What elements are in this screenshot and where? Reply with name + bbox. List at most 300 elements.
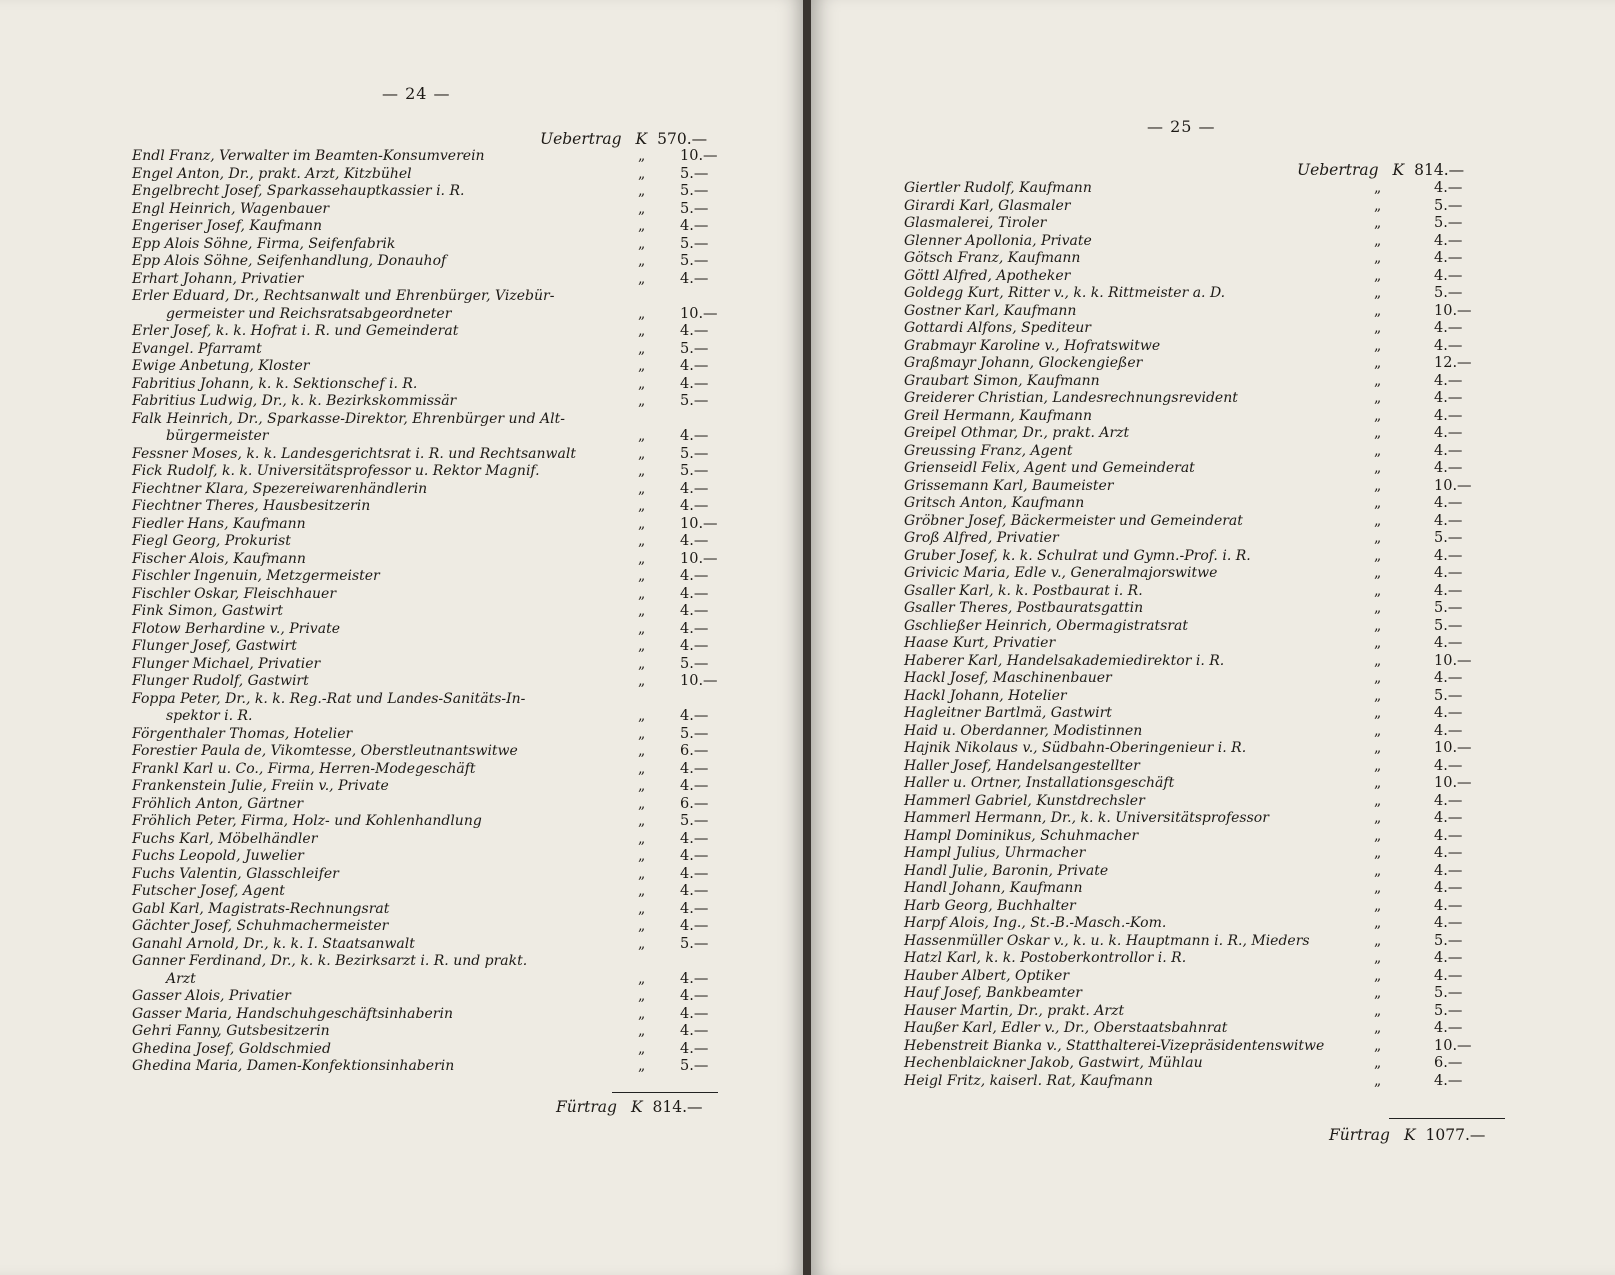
list-item (904, 548, 1512, 566)
list-item (132, 201, 722, 219)
donor-name (132, 516, 587, 534)
donation-amount: 4.— (680, 585, 709, 602)
donor-name-line: Epp Alois Söhne, Firma, Seifenfabrik (132, 235, 396, 252)
donation-amount: 10.— (1434, 775, 1472, 791)
ditto-mark: „ (638, 445, 646, 462)
ditto-mark: „ (1374, 565, 1382, 581)
donor-name (904, 530, 1359, 548)
list-item (904, 845, 1512, 863)
donor-name-line: Hackl Josef, Maschinenbauer (904, 670, 1112, 686)
ditto-mark: „ (1374, 617, 1382, 634)
donation-amount: 4.— (680, 1005, 709, 1022)
donation-amount: 10.— (1434, 302, 1472, 319)
donor-name-line: Flunger Josef, Gastwirt (132, 638, 297, 654)
donor-name (904, 898, 1359, 916)
ditto-mark: „ (1374, 250, 1382, 266)
donor-name-line: Fiegl Georg, Prokurist (132, 533, 291, 549)
ditto-mark: „ (638, 830, 646, 847)
ditto-mark: „ (638, 305, 646, 322)
donor-name-line: Fink Simon, Gastwirt (132, 603, 283, 619)
list-item (904, 810, 1512, 828)
donor-name-line: Greussing Franz, Agent (904, 442, 1073, 459)
ditto-mark: „ (638, 323, 646, 339)
donor-name (132, 936, 587, 954)
donor-name-line: Fuchs Leopold, Juwelier (132, 848, 304, 864)
donor-name (132, 271, 587, 289)
donor-name (904, 1073, 1359, 1091)
donor-name-continuation: Arzt (166, 970, 196, 987)
list-item (132, 743, 722, 761)
list-item (132, 656, 722, 674)
list-item (904, 915, 1512, 933)
donor-name (904, 198, 1359, 216)
donor-name (132, 831, 587, 849)
donor-name (904, 670, 1359, 688)
list-item (132, 1006, 722, 1024)
donor-name-line: Handl Julie, Baronin, Private (904, 862, 1109, 879)
donation-amount: 4.— (1434, 810, 1463, 826)
list-item (132, 218, 722, 236)
donation-amount: 5.— (680, 445, 709, 462)
donation-amount: 4.— (1434, 425, 1463, 441)
donor-name-line: Fabritius Ludwig, Dr., k. k. Bezirkskommissär (132, 393, 457, 409)
ditto-mark: „ (1374, 407, 1382, 424)
ditto-mark: „ (638, 498, 646, 514)
carry-in-line (1297, 161, 1464, 179)
ditto-mark: „ (638, 533, 646, 549)
donor-name-line: Fuchs Karl, Möbelhändler (132, 830, 318, 847)
ditto-mark: „ (638, 1023, 646, 1039)
list-item (132, 148, 722, 166)
donor-name (132, 813, 587, 831)
list-item (132, 1023, 722, 1041)
ditto-mark: „ (638, 235, 646, 252)
ditto-mark: „ (1374, 792, 1382, 809)
ditto-mark: „ (638, 918, 646, 934)
list-item (132, 1058, 722, 1076)
donor-name-line: Gröbner Josef, Bäckermeister und Gemeinderat (904, 512, 1243, 529)
donation-amount: 5.— (680, 935, 709, 952)
donor-name (132, 253, 587, 271)
ditto-mark: „ (1374, 495, 1382, 511)
carry-in-label: Uebertrag (540, 130, 622, 148)
ditto-mark: „ (638, 988, 646, 1004)
list-item (132, 516, 722, 534)
list-item (904, 898, 1512, 916)
list-item (904, 250, 1512, 268)
donor-name (132, 621, 587, 639)
donor-name-line: Ewige Anbetung, Kloster (132, 358, 310, 374)
ditto-mark: „ (1374, 827, 1382, 844)
donor-name-line: Grissemann Karl, Baumeister (904, 477, 1114, 494)
donor-name (132, 393, 587, 411)
donation-amount: 6.— (680, 795, 709, 812)
ditto-mark: „ (1374, 337, 1382, 354)
donation-amount: 4.— (680, 1040, 709, 1057)
ditto-mark: „ (638, 848, 646, 864)
donor-name-line: Fischler Ingenuin, Metzgermeister (132, 568, 380, 584)
list-item (904, 460, 1512, 478)
donation-amount: 5.— (680, 813, 709, 829)
donation-amount: 10.— (1434, 1037, 1472, 1054)
ditto-mark: „ (1374, 1002, 1382, 1019)
donation-amount: 5.— (680, 655, 709, 672)
donor-name-line: Fröhlich Anton, Gärtner (132, 795, 304, 812)
list-item (904, 303, 1512, 321)
donation-amount: 4.— (680, 883, 709, 899)
donation-amount: 5.— (680, 200, 709, 217)
donor-name-line: Gabl Karl, Magistrats-Rechnungsrat (132, 900, 390, 917)
list-item (904, 880, 1512, 898)
currency-k: K (1403, 1126, 1416, 1144)
sum-rule (1389, 1118, 1505, 1119)
list-item (904, 320, 1512, 338)
donation-amount: 4.— (1434, 180, 1463, 196)
donor-name (904, 758, 1359, 776)
donor-name-line: Futscher Josef, Agent (132, 883, 285, 899)
list-item (904, 985, 1512, 1003)
donor-name (132, 743, 587, 761)
list-item (904, 390, 1512, 408)
ditto-mark: „ (1374, 950, 1382, 966)
donation-amount: 4.— (1434, 845, 1463, 861)
list-item (904, 373, 1512, 391)
ditto-mark: „ (1374, 1055, 1382, 1071)
donor-name (904, 740, 1359, 758)
donor-name (132, 1058, 587, 1076)
currency-k: K (635, 130, 648, 148)
donation-amount: 10.— (680, 550, 718, 567)
donation-amount: 5.— (680, 165, 709, 182)
list-item (904, 688, 1512, 706)
ditto-mark: „ (1374, 810, 1382, 826)
list-item (904, 705, 1512, 723)
ditto-mark: „ (1374, 915, 1382, 931)
carry-in-label: Uebertrag (1297, 161, 1379, 179)
donor-name (132, 918, 587, 936)
list-item (904, 513, 1512, 531)
donation-amount: 10.— (1434, 740, 1472, 756)
donor-name (132, 586, 587, 604)
list-item (132, 166, 722, 184)
ditto-mark: „ (1374, 862, 1382, 879)
list-item (904, 565, 1512, 583)
donor-name (132, 568, 587, 586)
donor-name (132, 166, 587, 184)
donor-name (904, 618, 1359, 636)
donor-name-line: Foppa Peter, Dr., k. k. Reg.-Rat und Landes-Sanitäts-In- (132, 690, 526, 707)
donor-name-line: Gächter Josef, Schuhmachermeister (132, 918, 389, 934)
donation-amount: 10.— (680, 148, 718, 164)
donor-name (132, 656, 587, 674)
donor-name-line: Grienseidl Felix, Agent und Gemeinderat (904, 460, 1195, 476)
donation-amount: 4.— (680, 620, 709, 637)
ditto-mark: „ (638, 778, 646, 794)
donation-amount: 4.— (680, 918, 709, 934)
ditto-mark: „ (638, 1058, 646, 1074)
list-item (904, 495, 1512, 513)
donor-name-line: Fröhlich Peter, Firma, Holz- und Kohlenhandlung (132, 813, 482, 829)
donation-amount: 4.— (1434, 442, 1463, 459)
list-item (904, 408, 1512, 426)
carry-in-amount: 814.— (1414, 161, 1465, 179)
list-item (904, 285, 1512, 303)
list-item (904, 1055, 1512, 1073)
donation-amount: 10.— (680, 305, 718, 322)
donation-amount: 4.— (1434, 512, 1463, 529)
ditto-mark: „ (1374, 512, 1382, 529)
list-item (132, 586, 722, 604)
carry-out-label: Fürtrag (556, 1098, 617, 1116)
donation-amount: 4.— (680, 778, 709, 794)
donor-name (904, 215, 1359, 233)
list-item (132, 691, 722, 726)
donor-name (132, 673, 587, 691)
ditto-mark: „ (638, 358, 646, 374)
ditto-mark: „ (1374, 775, 1382, 791)
donation-amount: 5.— (1434, 530, 1463, 546)
list-item (132, 901, 722, 919)
donation-amount: 10.— (1434, 652, 1472, 669)
ditto-mark: „ (1374, 197, 1382, 214)
donor-name (904, 933, 1359, 951)
ditto-mark: „ (638, 515, 646, 532)
donor-name (132, 638, 587, 656)
donation-amount: 4.— (680, 900, 709, 917)
donor-name-line: Hechenblaickner Jakob, Gastwirt, Mühlau (904, 1055, 1203, 1071)
list-item (132, 796, 722, 814)
donor-name (132, 201, 587, 219)
donation-amount: 10.— (680, 673, 718, 689)
donation-amount: 5.— (1434, 285, 1463, 301)
list-item (132, 253, 722, 271)
donor-name (132, 988, 587, 1006)
donor-name-line: Heigl Fritz, kaiserl. Rat, Kaufmann (904, 1072, 1153, 1089)
donor-name (904, 425, 1359, 443)
donor-name (132, 953, 587, 988)
ditto-mark: „ (1374, 845, 1382, 861)
ditto-mark: „ (638, 270, 646, 287)
donor-name-line: Hauf Josef, Bankbeamter (904, 985, 1082, 1001)
ditto-mark: „ (638, 900, 646, 917)
list-item (904, 828, 1512, 846)
ditto-mark: „ (1374, 530, 1382, 546)
ditto-mark: „ (1374, 320, 1382, 336)
donor-name-line: Fischer Alois, Kaufmann (132, 550, 306, 567)
donor-name-line: Ganner Ferdinand, Dr., k. k. Bezirksarzt i. R. und prakt. (132, 953, 528, 969)
ditto-mark: „ (638, 970, 646, 987)
carry-out-line (556, 1098, 703, 1116)
donor-name-line: Fuchs Valentin, Glasschleifer (132, 865, 339, 882)
donation-amount: 4.— (680, 988, 709, 1004)
donor-name (904, 635, 1359, 653)
carry-out-amount: 1077.— (1425, 1126, 1486, 1144)
donation-amount: 5.— (680, 253, 709, 269)
donor-name-line: Fick Rudolf, k. k. Universitätsprofessor u. Rektor Magnif. (132, 463, 540, 479)
donation-amount: 4.— (680, 568, 709, 584)
donor-name (904, 775, 1359, 793)
donor-name (904, 863, 1359, 881)
donor-name-line: Hampl Julius, Uhrmacher (904, 845, 1086, 861)
list-item (904, 478, 1512, 496)
ditto-mark: „ (1374, 722, 1382, 739)
donor-name (132, 761, 587, 779)
carry-out-label: Fürtrag (1329, 1126, 1390, 1144)
donor-name-line: Falk Heinrich, Dr., Sparkasse-Direktor, Ehrenbürger und Alt- (132, 410, 565, 427)
ditto-mark: „ (1374, 232, 1382, 249)
donor-name-line: Grabmayr Karoline v., Hofratswitwe (904, 337, 1161, 354)
donor-name-line: Gschließer Heinrich, Obermagistratsrat (904, 617, 1188, 634)
donation-amount: 4.— (680, 760, 709, 777)
donation-amount: 4.— (1434, 582, 1463, 599)
donation-amount: 6.— (680, 743, 709, 759)
donor-name (904, 443, 1359, 461)
donor-name (132, 341, 587, 359)
list-item (904, 723, 1512, 741)
list-item (904, 233, 1512, 251)
donor-name (132, 866, 587, 884)
list-item (132, 988, 722, 1006)
donor-name-line: Haberer Karl, Handelsakademiedirektor i. R. (904, 652, 1225, 669)
donor-name-line: Gsaller Theres, Postbauratsgattin (904, 600, 1144, 616)
donor-name (904, 285, 1359, 303)
donor-name (132, 1041, 587, 1059)
donor-name-line: Grivicic Maria, Edle v., Generalmajorswitwe (904, 565, 1218, 581)
ditto-mark: „ (1374, 477, 1382, 494)
donor-name (904, 513, 1359, 531)
donor-name (904, 1055, 1359, 1073)
ditto-mark: „ (1374, 582, 1382, 599)
donation-amount: 4.— (680, 323, 709, 339)
donor-name (904, 338, 1359, 356)
donor-name-line: Graubart Simon, Kaufmann (904, 372, 1100, 389)
donation-amount: 4.— (1434, 792, 1463, 809)
currency-k: K (1392, 161, 1405, 179)
donor-name (904, 1003, 1359, 1021)
donor-name (132, 691, 587, 726)
donor-name-line: Fiedler Hans, Kaufmann (132, 515, 306, 532)
donor-name-line: Erler Eduard, Dr., Rechtsanwalt und Ehrenbürger, Vizebür- (132, 288, 555, 304)
donor-name (904, 303, 1359, 321)
donor-name-line: Hauser Martin, Dr., prakt. Arzt (904, 1002, 1125, 1019)
donor-name-line: Erler Josef, k. k. Hofrat i. R. und Gemeinderat (132, 323, 459, 339)
donor-name (904, 1020, 1359, 1038)
list-item (904, 793, 1512, 811)
donation-amount: 4.— (680, 270, 709, 287)
donor-name-continuation: germeister und Reichsratsabgeordneter (166, 305, 452, 322)
donation-amount: 10.— (680, 515, 718, 532)
ditto-mark: „ (638, 795, 646, 812)
donor-name-line: Evangel. Pfarramt (132, 340, 262, 357)
donor-name (132, 148, 587, 166)
donor-name (132, 603, 587, 621)
list-item (132, 376, 722, 394)
donor-name-line: Goldegg Kurt, Ritter v., k. k. Rittmeister a. D. (904, 285, 1226, 301)
donor-name (904, 373, 1359, 391)
donor-name-line: Fiechtner Theres, Hausbesitzerin (132, 498, 371, 514)
carry-in-line (540, 130, 707, 148)
donation-amount: 4.— (1434, 372, 1463, 389)
ditto-mark: „ (1374, 390, 1382, 406)
donor-name (904, 478, 1359, 496)
ditto-mark: „ (1374, 967, 1382, 984)
donation-amount: 5.— (680, 235, 709, 252)
donor-name (904, 950, 1359, 968)
donor-name (904, 985, 1359, 1003)
ditto-mark: „ (638, 883, 646, 899)
donation-amount: 5.— (1434, 932, 1463, 949)
donor-name (132, 848, 587, 866)
donor-name-line: Greiderer Christian, Landesrechnungsrevident (904, 390, 1238, 406)
donor-name (132, 463, 587, 481)
donor-name (904, 408, 1359, 426)
donor-name (904, 653, 1359, 671)
list-item (904, 268, 1512, 286)
ditto-mark: „ (638, 620, 646, 637)
list-item (132, 761, 722, 779)
ditto-mark: „ (638, 550, 646, 567)
donation-amount: 4.— (680, 1023, 709, 1039)
donor-name-line: Greil Hermann, Kaufmann (904, 407, 1092, 424)
donation-amount: 4.— (680, 865, 709, 882)
ditto-mark: „ (1374, 547, 1382, 564)
donor-name (904, 180, 1359, 198)
donation-amount: 4.— (1434, 547, 1463, 564)
list-item (132, 603, 722, 621)
donor-name (132, 288, 587, 323)
list-item (904, 198, 1512, 216)
donor-name-line: Engelbrecht Josef, Sparkassehauptkassier i. R. (132, 183, 465, 199)
list-item (904, 670, 1512, 688)
list-item (132, 726, 722, 744)
donor-name-line: Epp Alois Söhne, Seifenhandlung, Donauhof (132, 253, 447, 269)
donor-name-line: Hassenmüller Oskar v., k. u. k. Hauptmann i. R., Mieders (904, 932, 1310, 949)
donor-name-line: Hebenstreit Bianka v., Statthalterei-Vizepräsidentenswitwe (904, 1037, 1325, 1054)
list-item (132, 551, 722, 569)
donor-name (132, 1023, 587, 1041)
ditto-mark: „ (1374, 285, 1382, 301)
ditto-mark: „ (1374, 687, 1382, 704)
donor-name-line: Haase Kurt, Privatier (904, 635, 1056, 651)
list-item (132, 183, 722, 201)
donation-amount: 5.— (680, 1058, 709, 1074)
donor-name-line: Frankenstein Julie, Freiin v., Private (132, 778, 389, 794)
page-number: — 25 — (1147, 117, 1216, 136)
ditto-mark: „ (638, 638, 646, 654)
donation-amount: 5.— (1434, 687, 1463, 704)
ditto-mark: „ (1374, 425, 1382, 441)
donation-amount: 4.— (1434, 880, 1463, 896)
donor-name (132, 901, 587, 919)
ditto-mark: „ (1374, 740, 1382, 756)
donor-name-line: Engel Anton, Dr., prakt. Arzt, Kitzbühel (132, 165, 412, 182)
list-item (904, 338, 1512, 356)
list-item (904, 180, 1512, 198)
donor-name (904, 705, 1359, 723)
ditto-mark: „ (1374, 705, 1382, 721)
list-item (132, 568, 722, 586)
donation-amount: 4.— (1434, 827, 1463, 844)
ditto-mark: „ (638, 1005, 646, 1022)
donation-amount: 4.— (1434, 722, 1463, 739)
donor-name-line: Girardi Karl, Glasmaler (904, 197, 1071, 214)
ditto-mark: „ (1374, 1020, 1382, 1036)
donation-amount: 5.— (1434, 215, 1463, 231)
donor-name (904, 320, 1359, 338)
list-item (132, 341, 722, 359)
donor-name-line: Graßmayr Johann, Glockengießer (904, 355, 1143, 371)
ditto-mark: „ (638, 655, 646, 672)
